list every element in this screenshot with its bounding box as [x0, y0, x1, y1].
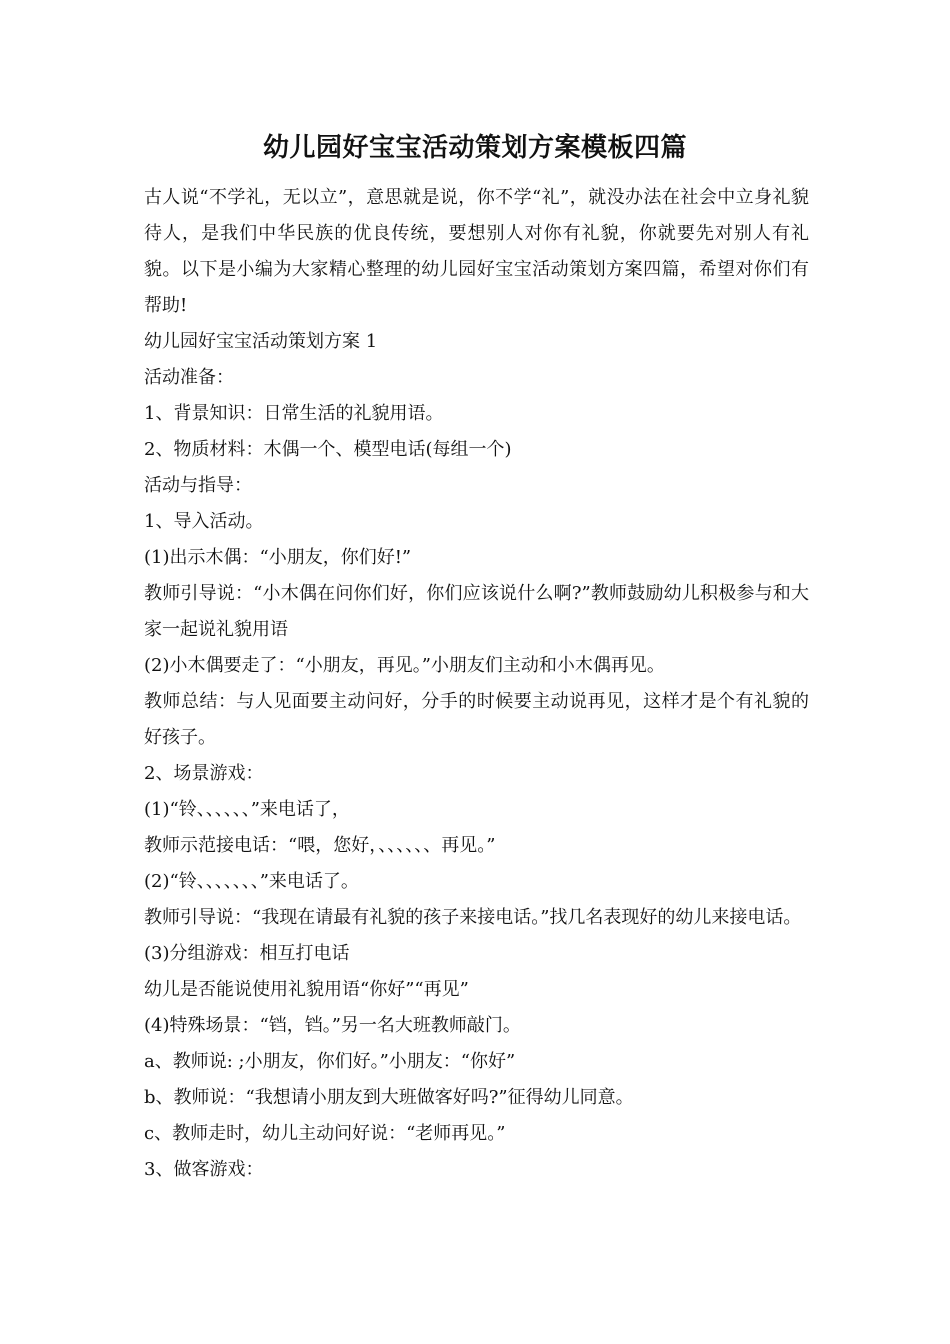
paragraph-teacher-guide-1: 教师引导说：“小木偶在问你们好，你们应该说什么啊?”教师鼓励幼儿积极参与和大家一起说礼貌用语	[144, 583, 809, 640]
paragraph-child-check: 幼儿是否能说使用礼貌用语“你好”“再见”	[144, 979, 469, 1000]
paragraph-activity-prep: 活动准备：	[144, 367, 234, 388]
section-heading-plan-1: 幼儿园好宝宝活动策划方案 1	[144, 331, 378, 352]
paragraph-prep-item-1: 1、背景知识：日常生活的礼貌用语。	[144, 403, 444, 424]
paragraph-step-1-2: (2)小木偶要走了：“小朋友，再见。”小朋友们主动和小木偶再见。	[144, 655, 665, 676]
paragraph-prep-item-2: 2、物质材料：木偶一个、模型电话(每组一个)	[144, 439, 512, 460]
document-body	[144, 180, 809, 1188]
paragraph-step-1: 1、导入活动。	[144, 511, 264, 532]
paragraph-item-a: a、教师说: ;小朋友，你们好。”小朋友：“你好”	[144, 1051, 516, 1072]
paragraph-item-b: b、教师说：“我想请小朋友到大班做客好吗?”征得幼儿同意。	[144, 1087, 634, 1108]
paragraph-teacher-summary: 教师总结：与人见面要主动问好，分手的时候要主动说再见，这样才是个有礼貌的好孩子。	[144, 691, 809, 748]
paragraph-step-2-4: (4)特殊场景：“铛，铛。”另一名大班教师敲门。	[144, 1015, 521, 1036]
paragraph-step-2: 2、场景游戏：	[144, 763, 264, 784]
paragraph-teacher-demo: 教师示范接电话：“喂，您好，、、、、、、再见。”	[144, 835, 496, 856]
paragraph-activity-guide: 活动与指导：	[144, 475, 252, 496]
paragraph-step-2-3: (3)分组游戏：相互打电话	[144, 943, 350, 964]
paragraph-step-3: 3、做客游戏：	[144, 1159, 264, 1180]
intro-paragraph: 古人说“不学礼，无以立”，意思就是说，你不学“礼”，就没办法在社会中立身礼貌待人，是我们中华民族的优良传统，要想别人对你有礼貌，你就要先对别人有礼貌。以下是小编为大家精心整理的幼儿园好宝宝活动策划方案四篇，希望对你们有帮助!	[144, 187, 809, 316]
paragraph-step-1-1: (1)出示木偶：“小朋友，你们好!”	[144, 547, 412, 568]
document-title: 幼儿园好宝宝活动策划方案模板四篇	[262, 133, 687, 163]
paragraph-item-c: c、教师走时，幼儿主动问好说：“老师再见。”	[144, 1123, 506, 1144]
paragraph-step-2-1: (1)“铃、、、、、、”来电话了，	[144, 799, 350, 820]
paragraph-teacher-guide-2: 教师引导说：“我现在请最有礼貌的孩子来接电话。”找几名表现好的幼儿来接电话。	[144, 907, 802, 928]
paragraph-step-2-2: (2)“铃、、、、、、、”来电话了。	[144, 871, 359, 892]
